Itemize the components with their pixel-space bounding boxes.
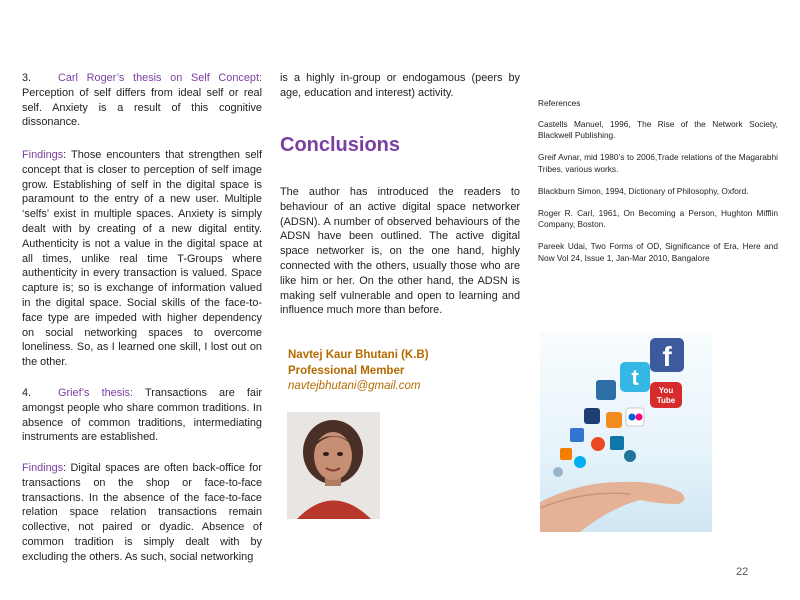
reddit-icon bbox=[553, 467, 563, 477]
section-4 bbox=[22, 386, 262, 445]
svg-text:You: You bbox=[658, 386, 674, 395]
section-3-number: 3. bbox=[22, 72, 32, 84]
conclusions-body: The author has introduced the readers to behaviour of an active digital space networker (ADSN). A number of observed behaviours of the ADSN have been outlined. The active digital space networker is, on the one hand, highly connected with the others, usually those who are like him or her. On the other hand, the ADSN is making self vulnerable and open to learning and influence much more than before. bbox=[280, 186, 520, 317]
page-number: 22 bbox=[736, 566, 749, 578]
linkedin-icon bbox=[610, 436, 624, 450]
section-3-body: Perception of self differs from ideal self or real self. Anxiety is a result of this cognitive dissonance. bbox=[22, 86, 262, 129]
reference-item: Greif Avnar, mid 1980’s to 2006,Trade relations of the Magarabhi Tribes, various works. bbox=[538, 152, 778, 174]
section-4-number: 4. bbox=[22, 387, 32, 399]
facebook-icon bbox=[650, 338, 684, 372]
section-3-title: Carl Roger’s thesis on Self Concept: bbox=[58, 72, 262, 84]
findings-2-body: : Digital spaces are often back-office for transactions on the shop or face-to-face transactions. In the absence of the face-to-face relation space relation transactions remain collective, not paired or dyadic. Absence of common tradition is simply dealt with by excluding the others. As such, social networking bbox=[22, 462, 262, 563]
twitter-icon bbox=[620, 362, 650, 392]
section-4-body: Transactions are fair amongst people who share common traditions. In absence of common traditions, intermediating instruments are established. bbox=[22, 387, 262, 444]
blogger-icon bbox=[560, 448, 572, 460]
wordpress-icon bbox=[624, 450, 636, 462]
social-media-illustration bbox=[540, 332, 712, 532]
skype-icon bbox=[574, 456, 586, 468]
reference-item: Pareek Udai, Two Forms of OD, Significance of Era, Here and Now Vol 24, Issue 1, Jan-Mar 2010, Bangalore bbox=[538, 241, 778, 263]
references-heading: References bbox=[538, 98, 581, 108]
findings-1-label: Findings bbox=[22, 149, 64, 161]
digg-icon bbox=[596, 380, 616, 400]
reference-item: Blackburn Simon, 1994, Dictionary of Philosophy, Oxford. bbox=[538, 185, 749, 196]
section-4-title: Grief’s thesis: bbox=[58, 387, 134, 399]
svg-text:t: t bbox=[631, 365, 639, 390]
findings-2-label: Findings bbox=[22, 462, 64, 474]
svg-text:Tube: Tube bbox=[656, 396, 676, 405]
reference-item: Roger R. Carl, 1961, On Becoming a Person, Hughton Mifflin Company, Boston. bbox=[538, 207, 778, 229]
rss-icon bbox=[606, 412, 622, 428]
author-email[interactable]: navtejbhutani@gmail.com bbox=[288, 380, 421, 392]
author-photo bbox=[287, 412, 380, 519]
flickr-icon bbox=[626, 408, 644, 426]
author-role: Professional Member bbox=[288, 364, 405, 377]
author-block bbox=[288, 348, 429, 395]
section-3 bbox=[22, 71, 262, 130]
author-name: Navtej Kaur Bhutani (K.B) bbox=[288, 349, 429, 361]
findings-1 bbox=[22, 148, 262, 370]
findings-1-body: : Those encounters that strengthen self concept that is closer to perception of self image grow. Establishing of self in the digital space is paramount to the entry of a new user. Multiple ‘selfs’ exist in multiple spaces. Anxiety is simply dealt with by creating of a new digital entity. Authenticity is not a value in the digital space at all times, unlike real time T-Groups where authenticity in every transaction is valued. Space capture is; so is exchange of information valued in the digital space. Social skills of the face-to-face type are impeded with higher dependency on social networking spaces to overcome loneliness. So, as I learned one skill, I lost out on the other. bbox=[22, 149, 262, 369]
continuation-text: is a highly in-group or endogamous (peers by age, education and interest) activity. bbox=[280, 72, 520, 99]
myspace-icon bbox=[584, 408, 600, 424]
findings-2 bbox=[22, 461, 262, 565]
reference-item: Castells Manuel, 1996, The Rise of the Network Society, Blackwell Publishing. bbox=[538, 118, 778, 140]
stumbleupon-icon bbox=[591, 437, 605, 451]
youtube-icon bbox=[650, 382, 682, 408]
conclusions-heading: Conclusions bbox=[280, 134, 401, 156]
svg-text:f: f bbox=[662, 341, 672, 372]
delicious-icon bbox=[570, 428, 584, 442]
